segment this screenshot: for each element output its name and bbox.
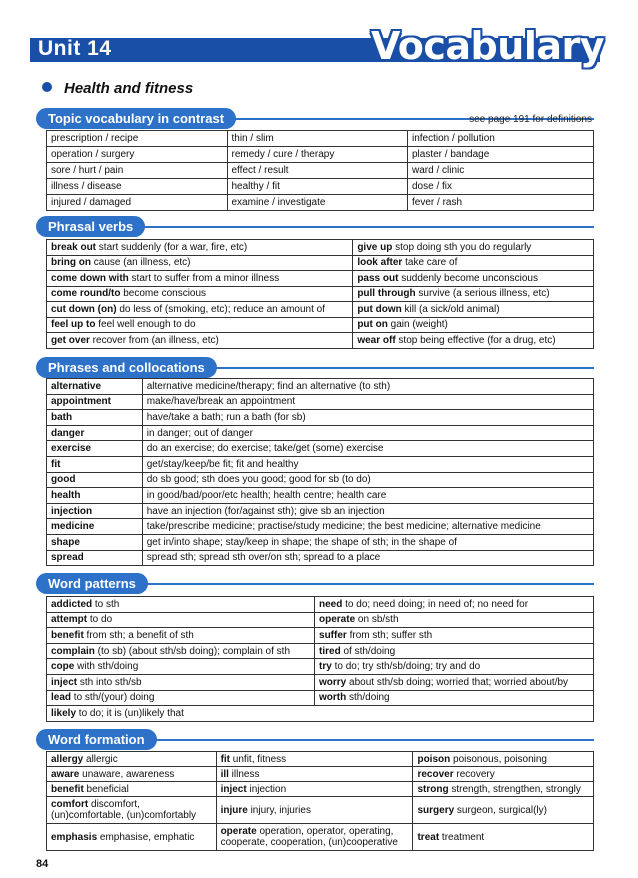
term: worth: [319, 692, 347, 704]
phrase-definition: in good/bad/poor/etc health; health centre; health care: [142, 488, 593, 504]
phrase-term: medicine: [47, 519, 143, 535]
term: wear off: [357, 334, 396, 346]
table-cell: [413, 797, 594, 824]
phrase-definition: do an exercise; do exercise; take/get (some) exercise: [142, 441, 593, 457]
table-cell: [315, 628, 594, 644]
term: fit: [220, 753, 231, 765]
table-cell: injured / damaged: [47, 195, 228, 211]
table-cell: [47, 659, 315, 675]
definition: sth/doing: [346, 692, 390, 704]
table-cell: fever / rash: [408, 195, 594, 211]
table-cell: [413, 782, 594, 797]
table-cell: [353, 302, 594, 318]
definition: surgeon, surgical(ly): [454, 804, 547, 816]
table-row: [47, 674, 594, 690]
section-heading-patterns: Word patterns: [36, 573, 148, 594]
phrase-definition: spread sth; spread sth over/on sth; spread to a place: [142, 550, 593, 566]
table-cell: [353, 317, 594, 333]
term: surgery: [417, 804, 455, 816]
term: try: [319, 661, 332, 673]
term: cope: [51, 661, 75, 673]
term: bring on: [51, 257, 91, 269]
definition: discomfort, (un)comfortable, (un)comfortably: [51, 799, 197, 821]
table-cell: [353, 333, 594, 349]
term: need: [319, 598, 343, 610]
table-row: [47, 597, 594, 613]
page-number: 84: [36, 858, 49, 870]
phrase-definition: take/prescribe medicine; practise/study medicine; the best medicine; alternative medicine: [142, 519, 593, 535]
phrase-definition: alternative medicine/therapy; find an alternative (to sth): [142, 379, 593, 395]
term: strong: [417, 783, 449, 795]
definition: start to suffer from a minor illness: [128, 272, 280, 284]
table-cell: [47, 317, 353, 333]
table-cell: [47, 690, 315, 706]
table-row: [47, 240, 594, 256]
table-row: [47, 659, 594, 675]
section-heading-phrases: Phrases and collocations: [36, 357, 217, 378]
phrases-collocations-table: [46, 378, 594, 566]
table-cell: [47, 271, 353, 287]
definition: kill (a sick/old animal): [401, 303, 500, 315]
table-cell: [216, 767, 413, 782]
phrase-term: fit: [47, 456, 143, 472]
definition: recovery: [453, 768, 495, 780]
definition: to do; need doing; in need of; no need for: [342, 598, 529, 610]
definition: beneficial: [83, 783, 129, 795]
table-row: [47, 255, 594, 271]
term: pass out: [357, 272, 399, 284]
table-row: [47, 797, 594, 824]
phrase-definition: make/have/break an appointment: [142, 394, 593, 410]
table-cell: illness / disease: [47, 179, 228, 195]
table-row: [47, 643, 594, 659]
phrase-term: health: [47, 488, 143, 504]
table-row: [47, 394, 594, 410]
definition: of sth/doing: [340, 645, 396, 657]
table-cell: [47, 286, 353, 302]
table-cell: [353, 255, 594, 271]
definition: injection: [246, 783, 287, 795]
page-title: Vocabulary: [370, 24, 604, 68]
term: get over: [51, 334, 90, 346]
term: operate: [319, 614, 356, 626]
definition: from sth; a benefit of sth: [83, 629, 194, 641]
phrase-definition: have an injection (for/against sth); give sb an injection: [142, 503, 593, 519]
table-row: [47, 441, 594, 457]
table-cell: [47, 597, 315, 613]
phrase-definition: have/take a bath; run a bath (for sb): [142, 410, 593, 426]
table-cell: examine / investigate: [227, 195, 408, 211]
table-cell: sore / hurt / pain: [47, 163, 228, 179]
definition: feel well enough to do: [95, 319, 196, 331]
unit-label: Unit 14: [38, 37, 112, 60]
table-cell: [315, 674, 594, 690]
definition: to do; it is (un)likely that: [76, 707, 184, 719]
table-cell: [47, 752, 217, 767]
table-cell: healthy / fit: [227, 179, 408, 195]
term: cut down (on): [51, 303, 117, 315]
table-cell: [47, 782, 217, 797]
table-cell: [315, 612, 594, 628]
definition: suddenly become unconscious: [398, 272, 538, 284]
table-cell: [47, 706, 594, 722]
definition: stop doing sth you do regularly: [392, 241, 532, 253]
term: attempt: [51, 614, 88, 626]
term: pull through: [357, 288, 416, 300]
term: treat: [417, 831, 440, 843]
subtitle-text: Health and fitness: [64, 80, 194, 97]
table-row: [47, 163, 594, 179]
definition: injury, injuries: [247, 804, 311, 816]
term: put down: [357, 303, 402, 315]
definition: on sb/sth: [355, 614, 399, 626]
table-cell: [413, 767, 594, 782]
table-cell: [47, 797, 217, 824]
term: break out: [51, 241, 97, 253]
table-cell: [353, 240, 594, 256]
topic-subtitle: [42, 80, 193, 97]
phrase-term: shape: [47, 534, 143, 550]
term: benefit: [51, 783, 84, 795]
table-row: [47, 302, 594, 318]
table-cell: [315, 659, 594, 675]
table-row: [47, 472, 594, 488]
table-row: [47, 271, 594, 287]
definition: do less of (smoking, etc); reduce an amount of: [116, 303, 325, 315]
term: allergy: [51, 753, 84, 765]
table-cell: plaster / bandage: [408, 147, 594, 163]
phrase-term: good: [47, 472, 143, 488]
table-cell: [47, 240, 353, 256]
table-row: [47, 488, 594, 504]
table-cell: [353, 286, 594, 302]
table-cell: [216, 752, 413, 767]
definition: to do: [87, 614, 113, 626]
phrase-definition: get/stay/keep/be fit; fit and healthy: [142, 456, 593, 472]
section-heading-formation: Word formation: [36, 729, 157, 750]
term: ill: [220, 768, 229, 780]
definition: with sth/doing: [74, 661, 139, 673]
table-cell: effect / result: [227, 163, 408, 179]
table-cell: remedy / cure / therapy: [227, 147, 408, 163]
section-heading-topic: Topic vocabulary in contrast: [36, 108, 236, 129]
term: emphasis: [51, 831, 98, 843]
table-row: [47, 317, 594, 333]
phrase-term: exercise: [47, 441, 143, 457]
definition: allergic: [83, 753, 118, 765]
table-cell: [47, 302, 353, 318]
phrase-term: danger: [47, 425, 143, 441]
table-cell: [353, 271, 594, 287]
table-cell: [413, 752, 594, 767]
table-cell: [47, 643, 315, 659]
definition: to sth/(your) doing: [71, 692, 155, 704]
table-cell: [315, 690, 594, 706]
term: suffer: [319, 629, 347, 641]
term: likely: [51, 707, 77, 719]
table-cell: [47, 674, 315, 690]
term: put on: [357, 319, 388, 331]
section-heading-phrasal: Phrasal verbs: [36, 216, 145, 237]
term: tired: [319, 645, 341, 657]
table-cell: thin / slim: [227, 131, 408, 147]
table-row: [47, 503, 594, 519]
table-row: [47, 782, 594, 797]
definition: to do; try sth/sb/doing; try and do: [331, 661, 481, 673]
definition: illness: [228, 768, 260, 780]
table-row: [47, 628, 594, 644]
term: feel up to: [51, 319, 96, 331]
definition: take care of: [402, 257, 458, 269]
table-row: [47, 519, 594, 535]
definition: operation, operator, operating, cooperate, cooperation, (un)cooperative: [220, 826, 398, 848]
term: inject: [220, 783, 247, 795]
phrase-definition: in danger; out of danger: [142, 425, 593, 441]
term: look after: [357, 257, 403, 269]
definition: unaware, awareness: [79, 768, 175, 780]
table-cell: [216, 797, 413, 824]
table-cell: [47, 333, 353, 349]
phrase-definition: do sb good; sth does you good; good for sb (to do): [142, 472, 593, 488]
term: lead: [51, 692, 72, 704]
term: operate: [220, 826, 257, 837]
term: come round/to: [51, 288, 121, 300]
table-row: [47, 379, 594, 395]
term: give up: [357, 241, 393, 253]
definition: sth into sth/sb: [77, 676, 142, 688]
table-cell: [47, 628, 315, 644]
phrase-term: bath: [47, 410, 143, 426]
table-row: [47, 179, 594, 195]
phrase-term: spread: [47, 550, 143, 566]
definition: treatment: [439, 831, 485, 843]
table-cell: [413, 824, 594, 851]
phrasal-verbs-table: [46, 239, 594, 349]
phrase-definition: get in/into shape; stay/keep in shape; the shape of sth; in the shape of: [142, 534, 593, 550]
term: recover: [417, 768, 454, 780]
term: complain: [51, 645, 95, 657]
definition: recover from (an illness, etc): [89, 334, 219, 346]
table-cell: [315, 597, 594, 613]
table-row: [47, 286, 594, 302]
table-cell: [47, 255, 353, 271]
table-row: [47, 690, 594, 706]
word-formation-table: [46, 751, 594, 851]
term: aware: [51, 768, 80, 780]
term: addicted: [51, 598, 93, 610]
table-cell: dose / fix: [408, 179, 594, 195]
table-row: [47, 333, 594, 349]
phrase-term: appointment: [47, 394, 143, 410]
table-row: [47, 534, 594, 550]
table-row: [47, 612, 594, 628]
definitions-note: see page 191 for definitions: [469, 114, 592, 125]
table-cell: infection / pollution: [408, 131, 594, 147]
definition: start suddenly (for a war, fire, etc): [96, 241, 248, 253]
term: poison: [417, 753, 451, 765]
word-patterns-table: [46, 596, 594, 722]
definition: about sth/sb doing; worried that; worried about/by: [346, 676, 569, 688]
term: inject: [51, 676, 78, 688]
definition: become conscious: [120, 288, 207, 300]
table-cell: prescription / recipe: [47, 131, 228, 147]
definition: gain (weight): [387, 319, 448, 331]
table-cell: [47, 767, 217, 782]
table-row: [47, 767, 594, 782]
table-cell: ward / clinic: [408, 163, 594, 179]
term: worry: [319, 676, 347, 688]
table-row: [47, 425, 594, 441]
definition: survive (a serious illness, etc): [415, 288, 550, 300]
table-row: [47, 147, 594, 163]
phrase-term: injection: [47, 503, 143, 519]
bullet-icon: [42, 82, 52, 92]
definition: strength, strengthen, strongly: [448, 783, 581, 795]
definition: emphasise, emphatic: [97, 831, 195, 843]
term: injure: [220, 804, 248, 816]
phrase-term: alternative: [47, 379, 143, 395]
definition: stop being effective (for a drug, etc): [395, 334, 556, 346]
topic-vocabulary-table: [46, 130, 594, 211]
term: benefit: [51, 629, 84, 641]
table-cell: [47, 824, 217, 851]
table-row: [47, 752, 594, 767]
table-cell: [315, 643, 594, 659]
table-row: [47, 824, 594, 851]
term: comfort: [51, 799, 89, 810]
definition: unfit, fitness: [230, 753, 287, 765]
definition: poisonous, poisoning: [450, 753, 547, 765]
table-row: [47, 456, 594, 472]
term: come down with: [51, 272, 129, 284]
table-cell: [216, 782, 413, 797]
definition: from sth; suffer sth: [346, 629, 433, 641]
definition: to sth: [92, 598, 120, 610]
table-cell: [216, 824, 413, 851]
table-row: [47, 131, 594, 147]
table-row: [47, 410, 594, 426]
table-row: [47, 195, 594, 211]
definition: cause (an illness, etc): [91, 257, 191, 269]
table-cell: [47, 612, 315, 628]
table-cell: operation / surgery: [47, 147, 228, 163]
table-row: [47, 706, 594, 722]
definition: (to sb) (about sth/sb doing); complain of sth: [94, 645, 291, 657]
table-row: [47, 550, 594, 566]
